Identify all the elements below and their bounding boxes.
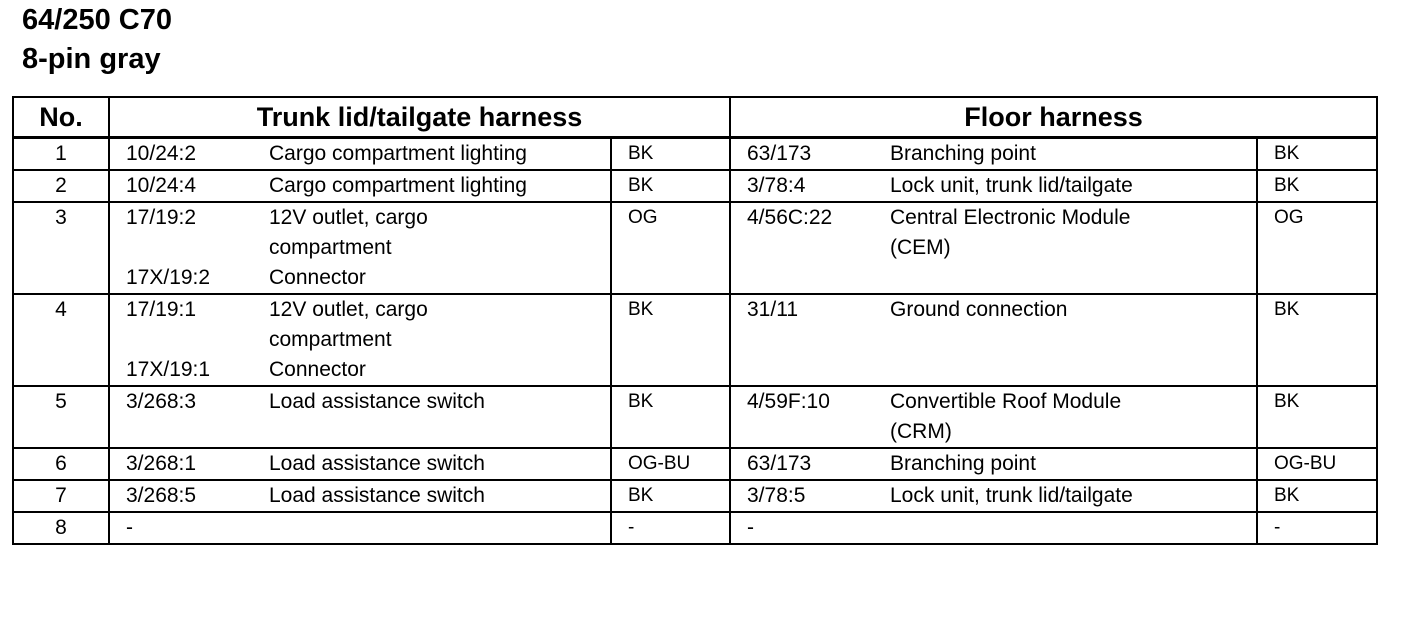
pin-number-cell bbox=[13, 512, 109, 544]
trunk-code: - bbox=[126, 516, 133, 539]
table-row bbox=[13, 512, 1377, 544]
floor-code-cell bbox=[730, 512, 886, 544]
floor-code-cell bbox=[730, 202, 886, 294]
floor-description-cell bbox=[886, 202, 1257, 294]
trunk-wire-color: - bbox=[628, 517, 635, 538]
trunk-code: 3/268:3 bbox=[126, 390, 197, 413]
trunk-code: 17/19:2 bbox=[126, 206, 197, 229]
trunk-description: Load assistance switch bbox=[269, 452, 485, 475]
spacer bbox=[747, 417, 886, 447]
trunk-code: 10/24:4 bbox=[126, 174, 197, 197]
floor-code-cell bbox=[730, 138, 886, 171]
pin-number-cell bbox=[13, 448, 109, 480]
trunk-code-cell bbox=[109, 448, 265, 480]
floor-wire-color-cell bbox=[1257, 170, 1377, 202]
trunk-wire-color: OG-BU bbox=[628, 453, 691, 474]
floor-code-cell bbox=[730, 448, 886, 480]
pin-number: 3 bbox=[55, 206, 67, 229]
floor-description: Ground connection bbox=[890, 298, 1068, 321]
trunk-description-cell bbox=[265, 448, 611, 480]
trunk-wire-color: BK bbox=[628, 143, 654, 164]
floor-code-cell bbox=[730, 294, 886, 386]
floor-description-cell bbox=[886, 138, 1257, 171]
trunk-description-cell bbox=[265, 480, 611, 512]
floor-description-cell bbox=[886, 512, 1257, 544]
floor-wire-color: OG-BU bbox=[1274, 453, 1337, 474]
pin-number: 7 bbox=[55, 484, 67, 507]
floor-wire-color-cell bbox=[1257, 480, 1377, 512]
trunk-description: compartment bbox=[269, 328, 392, 351]
pin-number: 1 bbox=[55, 142, 67, 165]
header-trunk-harness: Trunk lid/tailgate harness bbox=[109, 97, 730, 138]
floor-code-cell bbox=[730, 480, 886, 512]
table-row bbox=[13, 480, 1377, 512]
trunk-code-cell bbox=[109, 480, 265, 512]
trunk-wire-color-cell bbox=[611, 386, 730, 448]
trunk-description: Cargo compartment lighting bbox=[269, 174, 527, 197]
table-header-row bbox=[13, 97, 1377, 138]
floor-wire-color: BK bbox=[1274, 485, 1300, 506]
floor-wire-color-cell bbox=[1257, 138, 1377, 171]
trunk-description: 12V outlet, cargo bbox=[269, 206, 428, 229]
trunk-code: 3/268:5 bbox=[126, 484, 197, 507]
trunk-description: Load assistance switch bbox=[269, 484, 485, 507]
floor-wire-color: BK bbox=[1274, 299, 1300, 320]
floor-description: Central Electronic Module bbox=[890, 206, 1131, 229]
document-subtitle: 8-pin gray bbox=[22, 43, 161, 75]
floor-code: 63/173 bbox=[747, 142, 812, 165]
floor-description bbox=[890, 513, 1256, 543]
trunk-description: Cargo compartment lighting bbox=[269, 142, 527, 165]
table-body bbox=[13, 138, 1377, 545]
pin-number-cell bbox=[13, 138, 109, 171]
trunk-wire-color: BK bbox=[628, 391, 654, 412]
trunk-description: 12V outlet, cargo bbox=[269, 298, 428, 321]
floor-wire-color: OG bbox=[1274, 207, 1304, 228]
floor-wire-color-cell bbox=[1257, 448, 1377, 480]
trunk-wire-color-cell bbox=[611, 294, 730, 386]
floor-wire-color-cell bbox=[1257, 386, 1377, 448]
trunk-description: compartment bbox=[269, 236, 392, 259]
floor-wire-color-cell bbox=[1257, 512, 1377, 544]
document-title: 64/250 C70 bbox=[22, 4, 172, 36]
pin-number: 8 bbox=[55, 516, 67, 539]
trunk-description-cell bbox=[265, 202, 611, 294]
table-row bbox=[13, 294, 1377, 386]
floor-wire-color-cell bbox=[1257, 202, 1377, 294]
floor-description-cell bbox=[886, 448, 1257, 480]
floor-code: 3/78:5 bbox=[747, 484, 806, 507]
floor-description: Lock unit, trunk lid/tailgate bbox=[890, 174, 1133, 197]
pin-number-cell bbox=[13, 386, 109, 448]
trunk-wire-color: BK bbox=[628, 175, 654, 196]
floor-code: 63/173 bbox=[747, 452, 812, 475]
pin-number-cell bbox=[13, 294, 109, 386]
trunk-wire-color-cell bbox=[611, 480, 730, 512]
floor-description: Lock unit, trunk lid/tailgate bbox=[890, 484, 1133, 507]
spacer bbox=[126, 325, 265, 355]
floor-description-cell bbox=[886, 386, 1257, 448]
pin-number-cell bbox=[13, 202, 109, 294]
floor-wire-color: BK bbox=[1274, 175, 1300, 196]
trunk-code: 17X/19:2 bbox=[126, 266, 211, 289]
trunk-description-cell bbox=[265, 512, 611, 544]
floor-wire-color: - bbox=[1274, 517, 1281, 538]
floor-description: Branching point bbox=[890, 142, 1036, 165]
table-row bbox=[13, 138, 1377, 171]
trunk-code: 17X/19:1 bbox=[126, 358, 211, 381]
pin-number: 5 bbox=[55, 390, 67, 413]
floor-description-cell bbox=[886, 294, 1257, 386]
floor-description: Convertible Roof Module bbox=[890, 390, 1122, 413]
trunk-description bbox=[269, 513, 610, 543]
trunk-code: 10/24:2 bbox=[126, 142, 197, 165]
trunk-wire-color-cell bbox=[611, 138, 730, 171]
floor-code: 4/59F:10 bbox=[747, 390, 830, 413]
pin-table bbox=[12, 96, 1378, 545]
floor-description: (CEM) bbox=[890, 236, 951, 259]
trunk-code-cell bbox=[109, 386, 265, 448]
trunk-description: Connector bbox=[269, 266, 366, 289]
trunk-code-cell bbox=[109, 294, 265, 386]
trunk-code: 17/19:1 bbox=[126, 298, 197, 321]
floor-description: (CRM) bbox=[890, 420, 952, 443]
trunk-code-cell bbox=[109, 170, 265, 202]
floor-code: 31/11 bbox=[747, 298, 798, 321]
trunk-code: 3/268:1 bbox=[126, 452, 197, 475]
pin-number-cell bbox=[13, 170, 109, 202]
pin-number: 6 bbox=[55, 452, 67, 475]
spacer bbox=[126, 233, 265, 263]
header-floor-harness: Floor harness bbox=[730, 97, 1377, 138]
header-no: No. bbox=[13, 97, 109, 138]
trunk-code-cell bbox=[109, 138, 265, 171]
table-row bbox=[13, 170, 1377, 202]
table-row bbox=[13, 202, 1377, 294]
trunk-wire-color: OG bbox=[628, 207, 658, 228]
floor-code: 3/78:4 bbox=[747, 174, 806, 197]
trunk-description-cell bbox=[265, 386, 611, 448]
table-row bbox=[13, 448, 1377, 480]
floor-wire-color: BK bbox=[1274, 391, 1300, 412]
floor-code: - bbox=[747, 516, 754, 539]
floor-description: Branching point bbox=[890, 452, 1036, 475]
floor-code: 4/56C:22 bbox=[747, 206, 833, 229]
floor-code-cell bbox=[730, 386, 886, 448]
floor-wire-color-cell bbox=[1257, 294, 1377, 386]
floor-description-cell bbox=[886, 480, 1257, 512]
trunk-description-cell bbox=[265, 294, 611, 386]
pin-number-cell bbox=[13, 480, 109, 512]
trunk-wire-color: BK bbox=[628, 485, 654, 506]
trunk-wire-color-cell bbox=[611, 202, 730, 294]
trunk-wire-color-cell bbox=[611, 448, 730, 480]
trunk-description: Load assistance switch bbox=[269, 390, 485, 413]
pin-number: 2 bbox=[55, 174, 67, 197]
table-row bbox=[13, 386, 1377, 448]
spacer bbox=[747, 233, 886, 263]
floor-description-cell bbox=[886, 170, 1257, 202]
trunk-code-cell bbox=[109, 202, 265, 294]
trunk-description: Connector bbox=[269, 358, 366, 381]
floor-wire-color: BK bbox=[1274, 143, 1300, 164]
trunk-description-cell bbox=[265, 170, 611, 202]
pin-number: 4 bbox=[55, 298, 67, 321]
trunk-wire-color: BK bbox=[628, 299, 654, 320]
trunk-code-cell bbox=[109, 512, 265, 544]
floor-code-cell bbox=[730, 170, 886, 202]
trunk-wire-color-cell bbox=[611, 170, 730, 202]
trunk-description-cell bbox=[265, 138, 611, 171]
trunk-wire-color-cell bbox=[611, 512, 730, 544]
